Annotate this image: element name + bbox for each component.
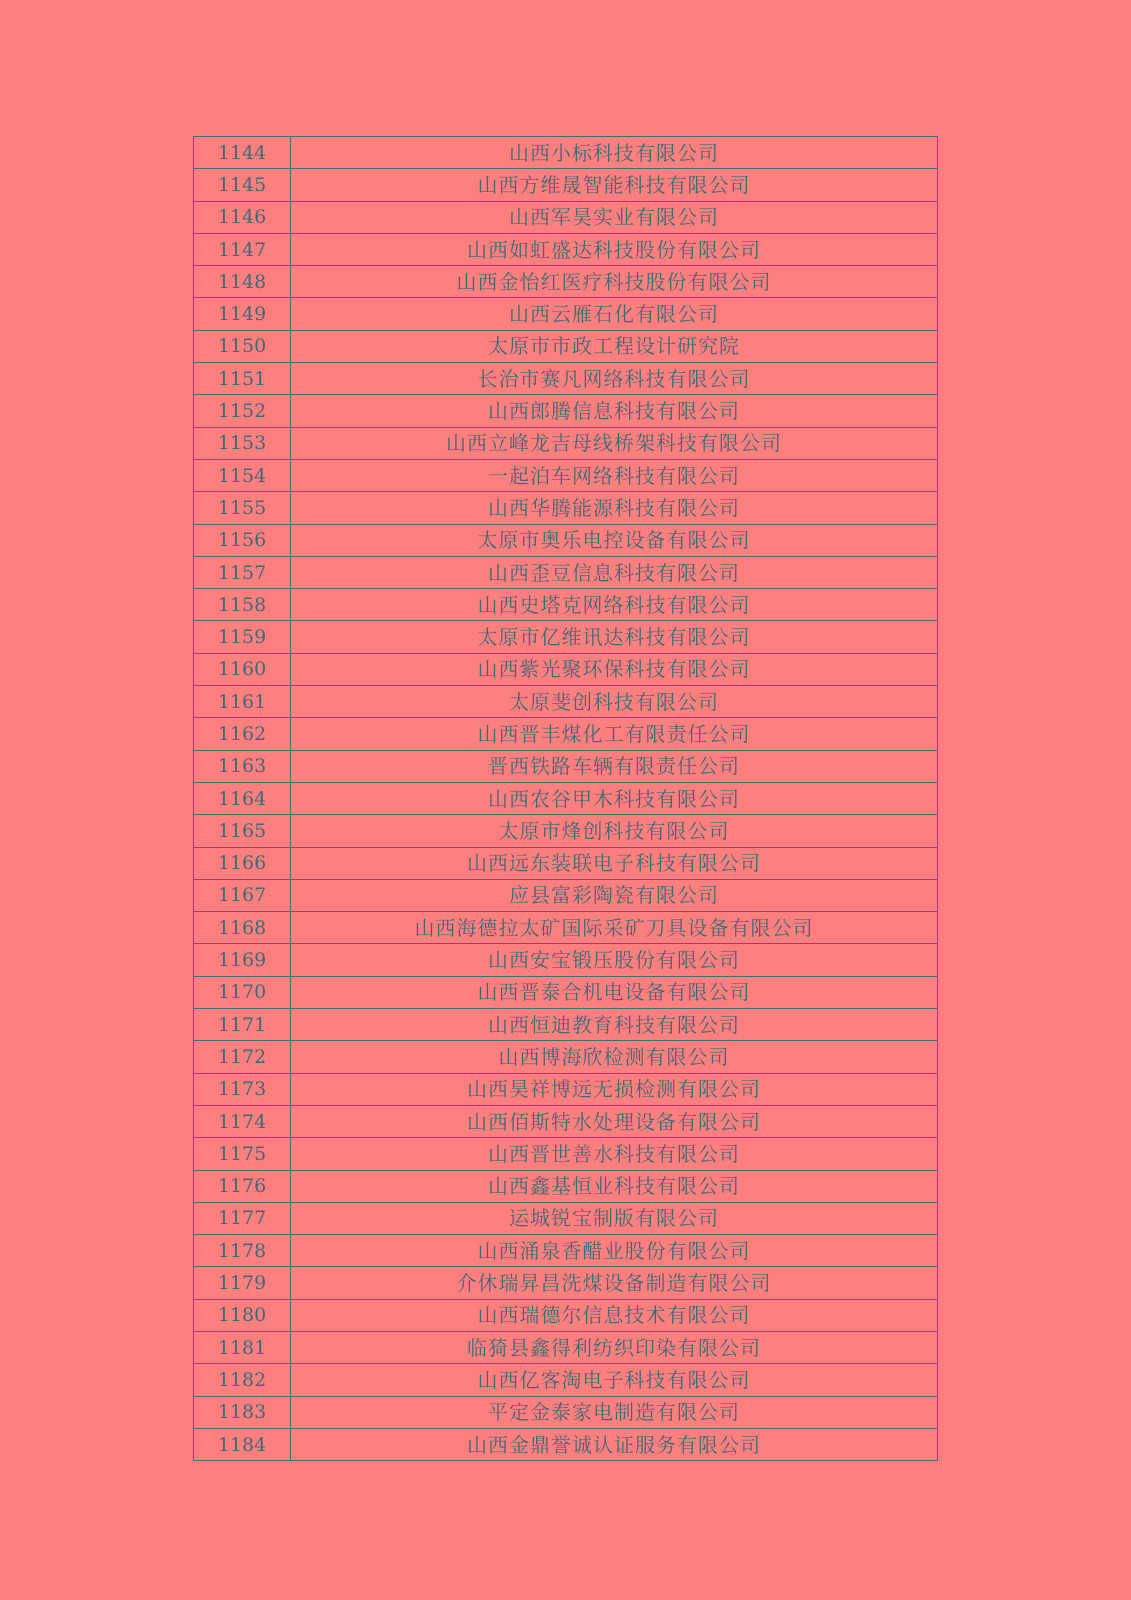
table-row <box>194 912 938 944</box>
table-row <box>194 266 938 298</box>
company-name-cell: 山西华腾能源科技有限公司 <box>291 492 938 524</box>
table-row <box>194 621 938 653</box>
row-number-cell: 1183 <box>194 1396 291 1428</box>
table-row <box>194 330 938 362</box>
company-name-cell: 山西如虹盛达科技股份有限公司 <box>291 233 938 265</box>
table-row <box>194 589 938 621</box>
row-number-cell: 1169 <box>194 944 291 976</box>
table-row <box>194 1202 938 1234</box>
table-row <box>194 459 938 491</box>
table-row <box>194 1009 938 1041</box>
company-name-cell: 平定金泰家电制造有限公司 <box>291 1396 938 1428</box>
company-name-cell: 山西博海欣检测有限公司 <box>291 1041 938 1073</box>
row-number-cell: 1160 <box>194 653 291 685</box>
table-body <box>194 137 938 1461</box>
table-row <box>194 879 938 911</box>
row-number-cell: 1181 <box>194 1331 291 1363</box>
table-row <box>194 1170 938 1202</box>
company-name-cell: 山西金怡红医疗科技股份有限公司 <box>291 266 938 298</box>
table-row <box>194 1041 938 1073</box>
company-name-cell: 山西晋丰煤化工有限责任公司 <box>291 718 938 750</box>
company-name-cell: 山西恒迪教育科技有限公司 <box>291 1009 938 1041</box>
company-name-cell: 山西云雁石化有限公司 <box>291 298 938 330</box>
row-number-cell: 1171 <box>194 1009 291 1041</box>
company-name-cell: 山西郎腾信息科技有限公司 <box>291 395 938 427</box>
row-number-cell: 1164 <box>194 782 291 814</box>
row-number-cell: 1176 <box>194 1170 291 1202</box>
table-row <box>194 1235 938 1267</box>
company-name-cell: 山西涌泉香醋业股份有限公司 <box>291 1235 938 1267</box>
company-name-cell: 山西海德拉太矿国际采矿刀具设备有限公司 <box>291 912 938 944</box>
row-number-cell: 1175 <box>194 1138 291 1170</box>
table-row <box>194 556 938 588</box>
table-row <box>194 1364 938 1396</box>
table-row <box>194 169 938 201</box>
company-name-cell: 太原斐创科技有限公司 <box>291 686 938 718</box>
row-number-cell: 1145 <box>194 169 291 201</box>
row-number-cell: 1159 <box>194 621 291 653</box>
row-number-cell: 1180 <box>194 1299 291 1331</box>
row-number-cell: 1162 <box>194 718 291 750</box>
table-row <box>194 298 938 330</box>
table-row <box>194 653 938 685</box>
table-row <box>194 1331 938 1363</box>
table-row <box>194 524 938 556</box>
row-number-cell: 1147 <box>194 233 291 265</box>
row-number-cell: 1182 <box>194 1364 291 1396</box>
table-row <box>194 976 938 1008</box>
company-name-cell: 长治市赛凡网络科技有限公司 <box>291 363 938 395</box>
row-number-cell: 1178 <box>194 1235 291 1267</box>
company-name-cell: 山西小标科技有限公司 <box>291 137 938 169</box>
row-number-cell: 1173 <box>194 1073 291 1105</box>
company-name-cell: 山西方维晟智能科技有限公司 <box>291 169 938 201</box>
table-row <box>194 718 938 750</box>
company-name-cell: 山西晋世善水科技有限公司 <box>291 1138 938 1170</box>
row-number-cell: 1166 <box>194 847 291 879</box>
company-name-cell: 太原市市政工程设计研究院 <box>291 330 938 362</box>
table-row <box>194 201 938 233</box>
row-number-cell: 1174 <box>194 1105 291 1137</box>
row-number-cell: 1155 <box>194 492 291 524</box>
row-number-cell: 1172 <box>194 1041 291 1073</box>
company-name-cell: 山西紫光聚环保科技有限公司 <box>291 653 938 685</box>
company-name-cell: 山西晋泰合机电设备有限公司 <box>291 976 938 1008</box>
company-name-cell: 太原市亿维讯达科技有限公司 <box>291 621 938 653</box>
company-name-cell: 山西立峰龙吉母线桥架科技有限公司 <box>291 427 938 459</box>
table-row <box>194 815 938 847</box>
company-name-cell: 山西远东装联电子科技有限公司 <box>291 847 938 879</box>
row-number-cell: 1153 <box>194 427 291 459</box>
company-name-cell: 山西昊祥博远无损检测有限公司 <box>291 1073 938 1105</box>
row-number-cell: 1158 <box>194 589 291 621</box>
company-name-cell: 太原市奥乐电控设备有限公司 <box>291 524 938 556</box>
table-row <box>194 1073 938 1105</box>
row-number-cell: 1163 <box>194 750 291 782</box>
company-name-cell: 山西鑫基恒业科技有限公司 <box>291 1170 938 1202</box>
company-name-cell: 山西歪豆信息科技有限公司 <box>291 556 938 588</box>
row-number-cell: 1165 <box>194 815 291 847</box>
company-name-cell: 应县富彩陶瓷有限公司 <box>291 879 938 911</box>
company-name-cell: 山西佰斯特水处理设备有限公司 <box>291 1105 938 1137</box>
table-row <box>194 233 938 265</box>
table-row <box>194 1428 938 1460</box>
row-number-cell: 1167 <box>194 879 291 911</box>
table-row <box>194 782 938 814</box>
row-number-cell: 1168 <box>194 912 291 944</box>
row-number-cell: 1170 <box>194 976 291 1008</box>
row-number-cell: 1144 <box>194 137 291 169</box>
table-row <box>194 847 938 879</box>
row-number-cell: 1146 <box>194 201 291 233</box>
table-row <box>194 427 938 459</box>
row-number-cell: 1150 <box>194 330 291 362</box>
company-name-cell: 临猗县鑫得利纺织印染有限公司 <box>291 1331 938 1363</box>
company-name-cell: 山西安宝锻压股份有限公司 <box>291 944 938 976</box>
company-name-cell: 运城锐宝制版有限公司 <box>291 1202 938 1234</box>
table-row <box>194 395 938 427</box>
row-number-cell: 1184 <box>194 1428 291 1460</box>
table-row <box>194 750 938 782</box>
company-name-cell: 太原市烽创科技有限公司 <box>291 815 938 847</box>
document-page <box>193 136 938 1461</box>
row-number-cell: 1177 <box>194 1202 291 1234</box>
company-name-cell: 山西军昊实业有限公司 <box>291 201 938 233</box>
table-row <box>194 1138 938 1170</box>
table-row <box>194 492 938 524</box>
company-list-table <box>193 136 938 1461</box>
row-number-cell: 1179 <box>194 1267 291 1299</box>
company-name-cell: 山西亿客淘电子科技有限公司 <box>291 1364 938 1396</box>
table-row <box>194 944 938 976</box>
row-number-cell: 1156 <box>194 524 291 556</box>
row-number-cell: 1152 <box>194 395 291 427</box>
company-name-cell: 山西金鼎誉诚认证服务有限公司 <box>291 1428 938 1460</box>
table-row <box>194 1396 938 1428</box>
company-name-cell: 一起泊车网络科技有限公司 <box>291 459 938 491</box>
company-name-cell: 山西史塔克网络科技有限公司 <box>291 589 938 621</box>
company-name-cell: 山西瑞德尔信息技术有限公司 <box>291 1299 938 1331</box>
table-row <box>194 1105 938 1137</box>
row-number-cell: 1151 <box>194 363 291 395</box>
company-name-cell: 晋西铁路车辆有限责任公司 <box>291 750 938 782</box>
company-name-cell: 山西农谷甲木科技有限公司 <box>291 782 938 814</box>
row-number-cell: 1149 <box>194 298 291 330</box>
company-name-cell: 介休瑞昇昌洗煤设备制造有限公司 <box>291 1267 938 1299</box>
row-number-cell: 1148 <box>194 266 291 298</box>
table-row <box>194 363 938 395</box>
row-number-cell: 1154 <box>194 459 291 491</box>
row-number-cell: 1161 <box>194 686 291 718</box>
table-row <box>194 1267 938 1299</box>
table-row <box>194 137 938 169</box>
row-number-cell: 1157 <box>194 556 291 588</box>
table-row <box>194 1299 938 1331</box>
table-row <box>194 686 938 718</box>
